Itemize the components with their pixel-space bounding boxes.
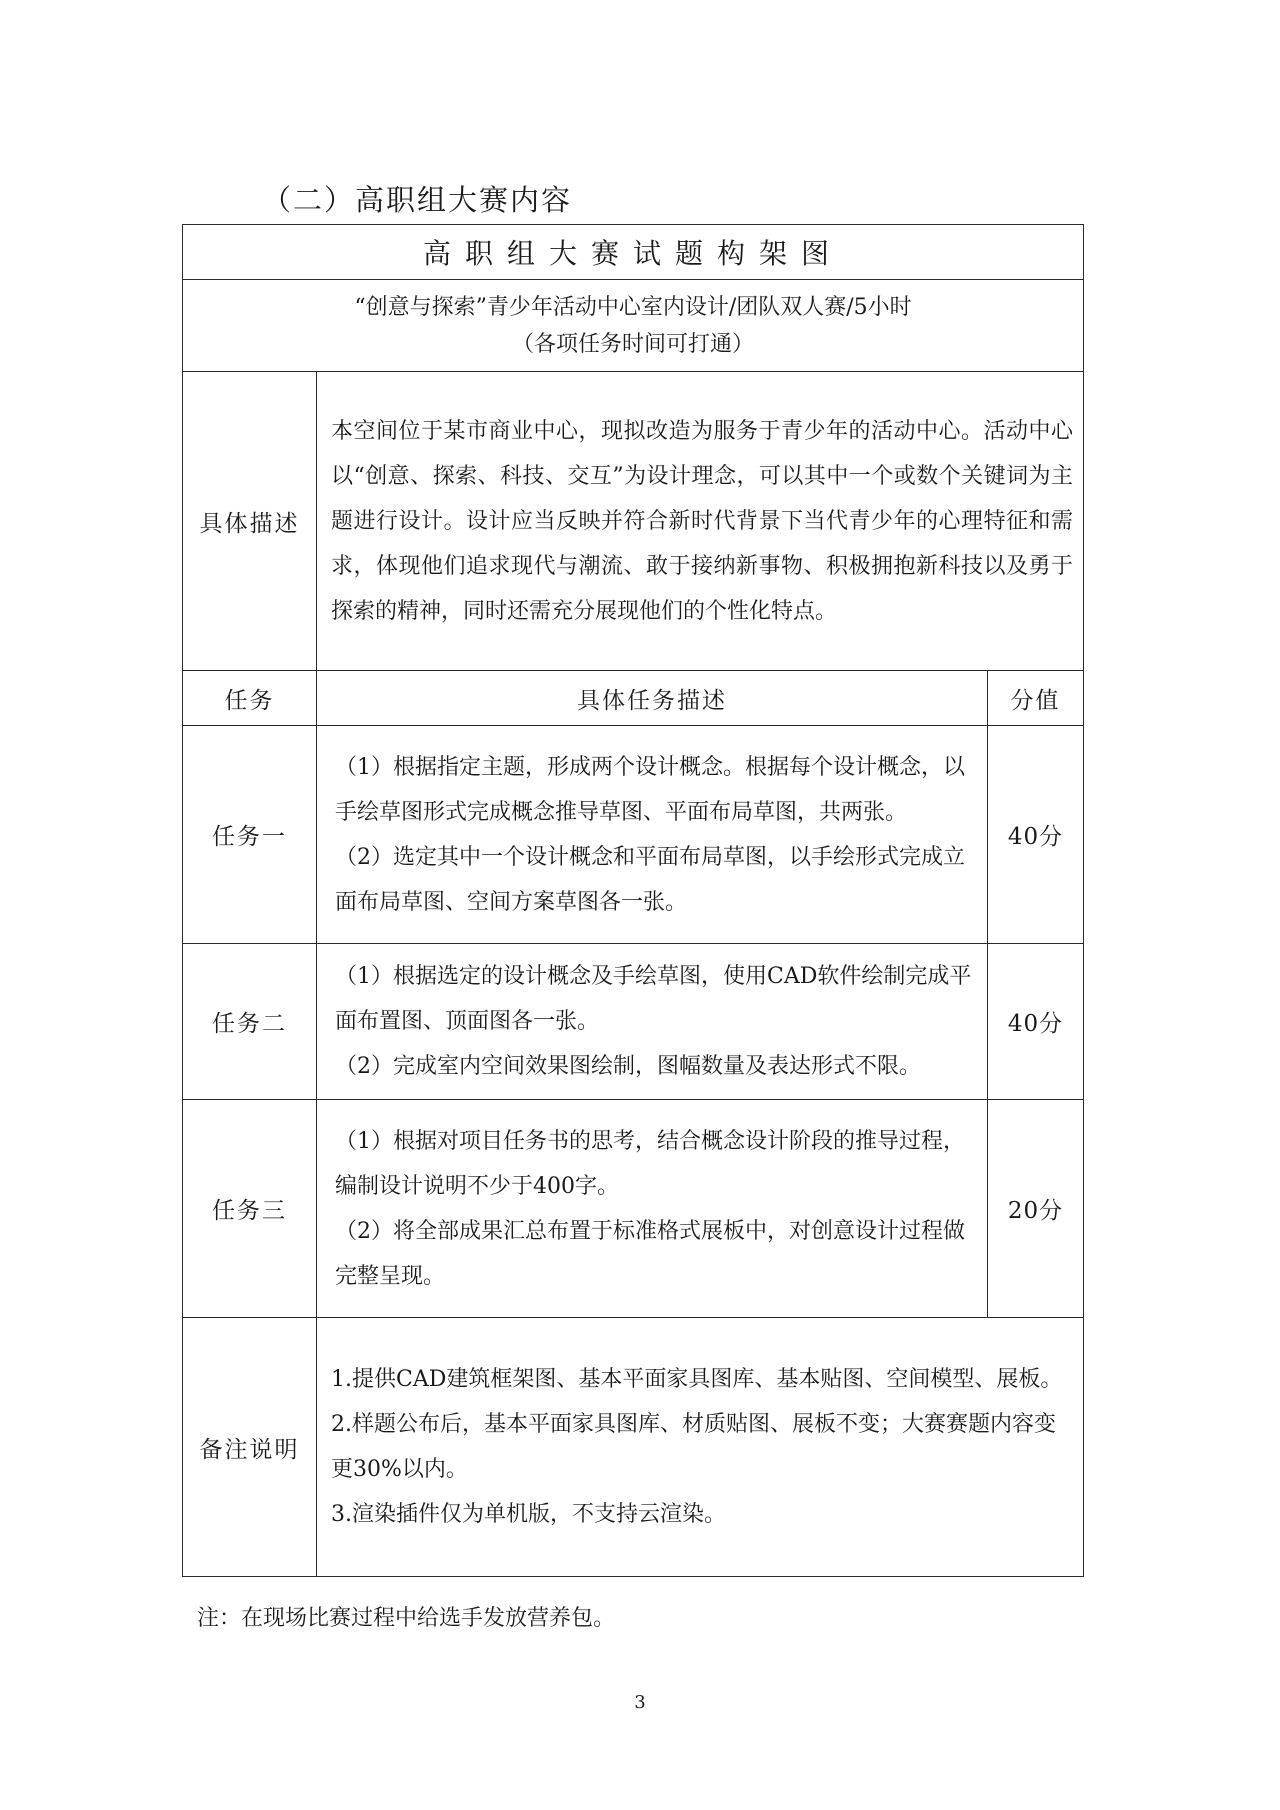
footnote: 注：在现场比赛过程中给选手发放营养包。 bbox=[197, 1606, 616, 1631]
description-text: 本空间位于某市商业中心，现拟改造为服务于青少年的活动中心。活动中心以“创意、探索、科技、交互”为设计理念，可以其中一个或数个关键词为主题进行设计。设计应当反映并符合新时代背景下当代青少年的心理特征和需求，体现他们追求现代与潮流、敢于接纳新事物、积极拥抱新科技以及勇于探索的精神，同时还需充分展现他们的个性化特点。 bbox=[331, 418, 1074, 624]
description-cell bbox=[317, 372, 1084, 671]
note-item: 3.渲染插件仅为单机版，不支持云渲染。 bbox=[331, 1502, 726, 1527]
task-item: （1）根据指定主题，形成两个设计概念。根据每个设计概念，以手绘草图形式完成概念推导草图、平面布局草图，共两张。 bbox=[335, 754, 965, 825]
table-subtitle bbox=[183, 280, 1084, 372]
notes-label: 备注说明 bbox=[183, 1318, 317, 1577]
subtitle-line-1: “创意与探索”青少年活动中心室内设计/团队双人赛/5小时 bbox=[354, 294, 912, 320]
notes-cell bbox=[317, 1318, 1084, 1577]
table-row bbox=[183, 726, 1084, 944]
task-item: （2）完成室内空间效果图绘制，图幅数量及表达形式不限。 bbox=[335, 1054, 921, 1079]
task-item: （2）选定其中一个设计概念和平面布局草图，以手绘形式完成立面布局草图、空间方案草图各一张。 bbox=[335, 844, 965, 915]
table-row bbox=[183, 944, 1084, 1100]
task-desc-cell bbox=[317, 1100, 988, 1318]
header-task: 任务 bbox=[183, 671, 317, 726]
task-desc-cell bbox=[317, 944, 988, 1100]
note-item: 2.样题公布后，基本平面家具图库、材质贴图、展板不变；大赛赛题内容变更30%以内。 bbox=[331, 1412, 1056, 1482]
task-score: 40分 bbox=[988, 726, 1084, 944]
description-label: 具体描述 bbox=[183, 372, 317, 671]
table-row bbox=[183, 1100, 1084, 1318]
task-item: （1）根据对项目任务书的思考，结合概念设计阶段的推导过程，编制设计说明不少于400字。 bbox=[335, 1128, 965, 1199]
section-heading: （二）高职组大赛内容 bbox=[262, 183, 573, 217]
note-item: 1.提供CAD建筑框架图、基本平面家具图库、基本贴图、空间模型、展板。 bbox=[331, 1367, 1063, 1392]
competition-framework-table bbox=[182, 224, 1084, 1577]
table-title: 高职组大赛试题构架图 bbox=[183, 225, 1084, 280]
task-name: 任务一 bbox=[183, 726, 317, 944]
page-number: 3 bbox=[634, 1692, 646, 1713]
header-score: 分值 bbox=[988, 671, 1084, 726]
task-item: （2）将全部成果汇总布置于标准格式展板中，对创意设计过程做完整呈现。 bbox=[335, 1218, 965, 1289]
subtitle-line-2: （各项任务时间可打通） bbox=[512, 331, 755, 357]
task-name: 任务三 bbox=[183, 1100, 317, 1318]
task-name: 任务二 bbox=[183, 944, 317, 1100]
header-task-desc: 具体任务描述 bbox=[317, 671, 988, 726]
task-score: 20分 bbox=[988, 1100, 1084, 1318]
task-item: （1）根据选定的设计概念及手绘草图，使用CAD软件绘制完成平面布置图、顶面图各一张。 bbox=[335, 964, 972, 1034]
task-score: 40分 bbox=[988, 944, 1084, 1100]
task-desc-cell bbox=[317, 726, 988, 944]
